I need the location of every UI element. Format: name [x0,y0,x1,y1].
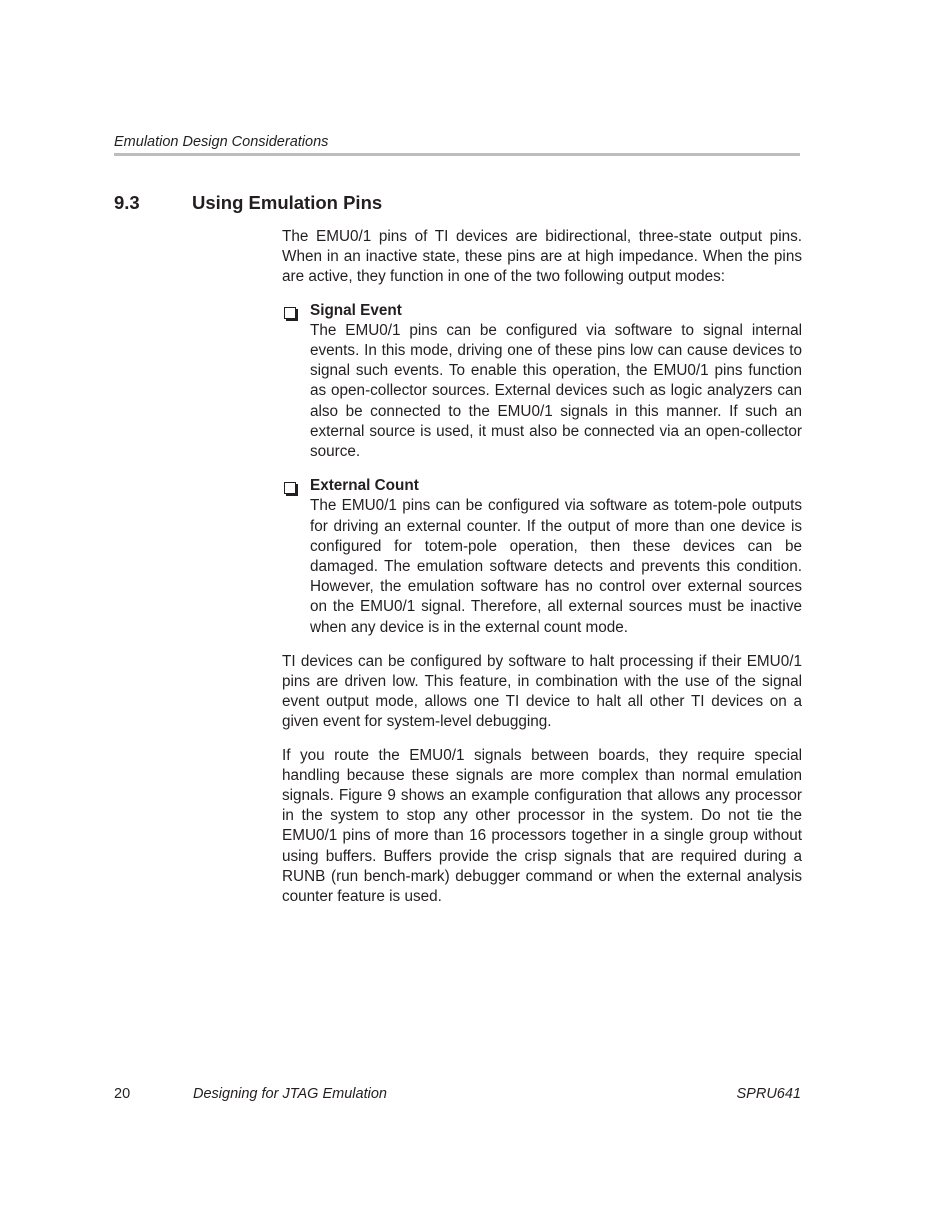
bullet-text: The EMU0/1 pins can be configured via software to signal internal events. In this mode, driving one of these pins low can cause devices to signal such events. To enable this operation, the EMU0/1 pins function as open-collector sources. External devices such as logic analyzers can also be connected to the EMU0/1 signals in this manner. If such an external source is used, it must also be connected via an open-collector source. [310,321,802,461]
bullet-text: The EMU0/1 pins can be configured via software as totem-pole outputs for driving an external counter. If the output of more than one device is configured for totem-pole operation, then these devices can be damaged. The emulation software detects and prevents this condition. However, the emulation software has no control over external sources on the EMU0/1 signal. Therefore, all external sources must be inactive when any device is in the external count mode. [310,497,802,636]
body-paragraph: TI devices can be configured by software to halt processing if their EMU0/1 pins are driven low. This feature, in combination with the use of the signal event output mode, allows one TI device to halt all other TI devices on a given event for system-level debugging. [282,652,802,731]
page-number: 20 [114,1086,131,1102]
header-rule [114,153,800,156]
bullet-item-external-count [282,476,802,638]
section-title: Using Emulation Pins [192,192,383,213]
body-paragraph: If you route the EMU0/1 signals between boards, they require special handling because these signals are more complex than normal emulation signals. Figure 9 shows an example configuration that allows any processor in the system to stop any other processor in the system. Do not tie the EMU0/1 pins of more than 16 processors together in a single group without using buffers. Buffers provide the crisp signals that are required during a RUNB (run bench-mark) debugger command or when the external analysis counter feature is used. [282,746,802,906]
footer-doc-code: SPRU641 [736,1086,801,1102]
running-header: Emulation Design Considerations [114,134,329,150]
body-column [282,227,802,920]
section-number: 9.3 [114,192,140,213]
footer-doc-title: Designing for JTAG Emulation [193,1086,387,1102]
checkbox-bullet-icon [284,307,296,319]
bullet-item-signal-event [282,301,802,463]
intro-paragraph: The EMU0/1 pins of TI devices are bidirectional, three-state output pins. When in an inactive state, these pins are at high impedance. When the pins are active, they function in one of the two following output modes: [282,228,802,286]
bullet-title: External Count [310,477,419,495]
checkbox-bullet-icon [284,482,296,494]
bullet-title: Signal Event [310,301,402,319]
